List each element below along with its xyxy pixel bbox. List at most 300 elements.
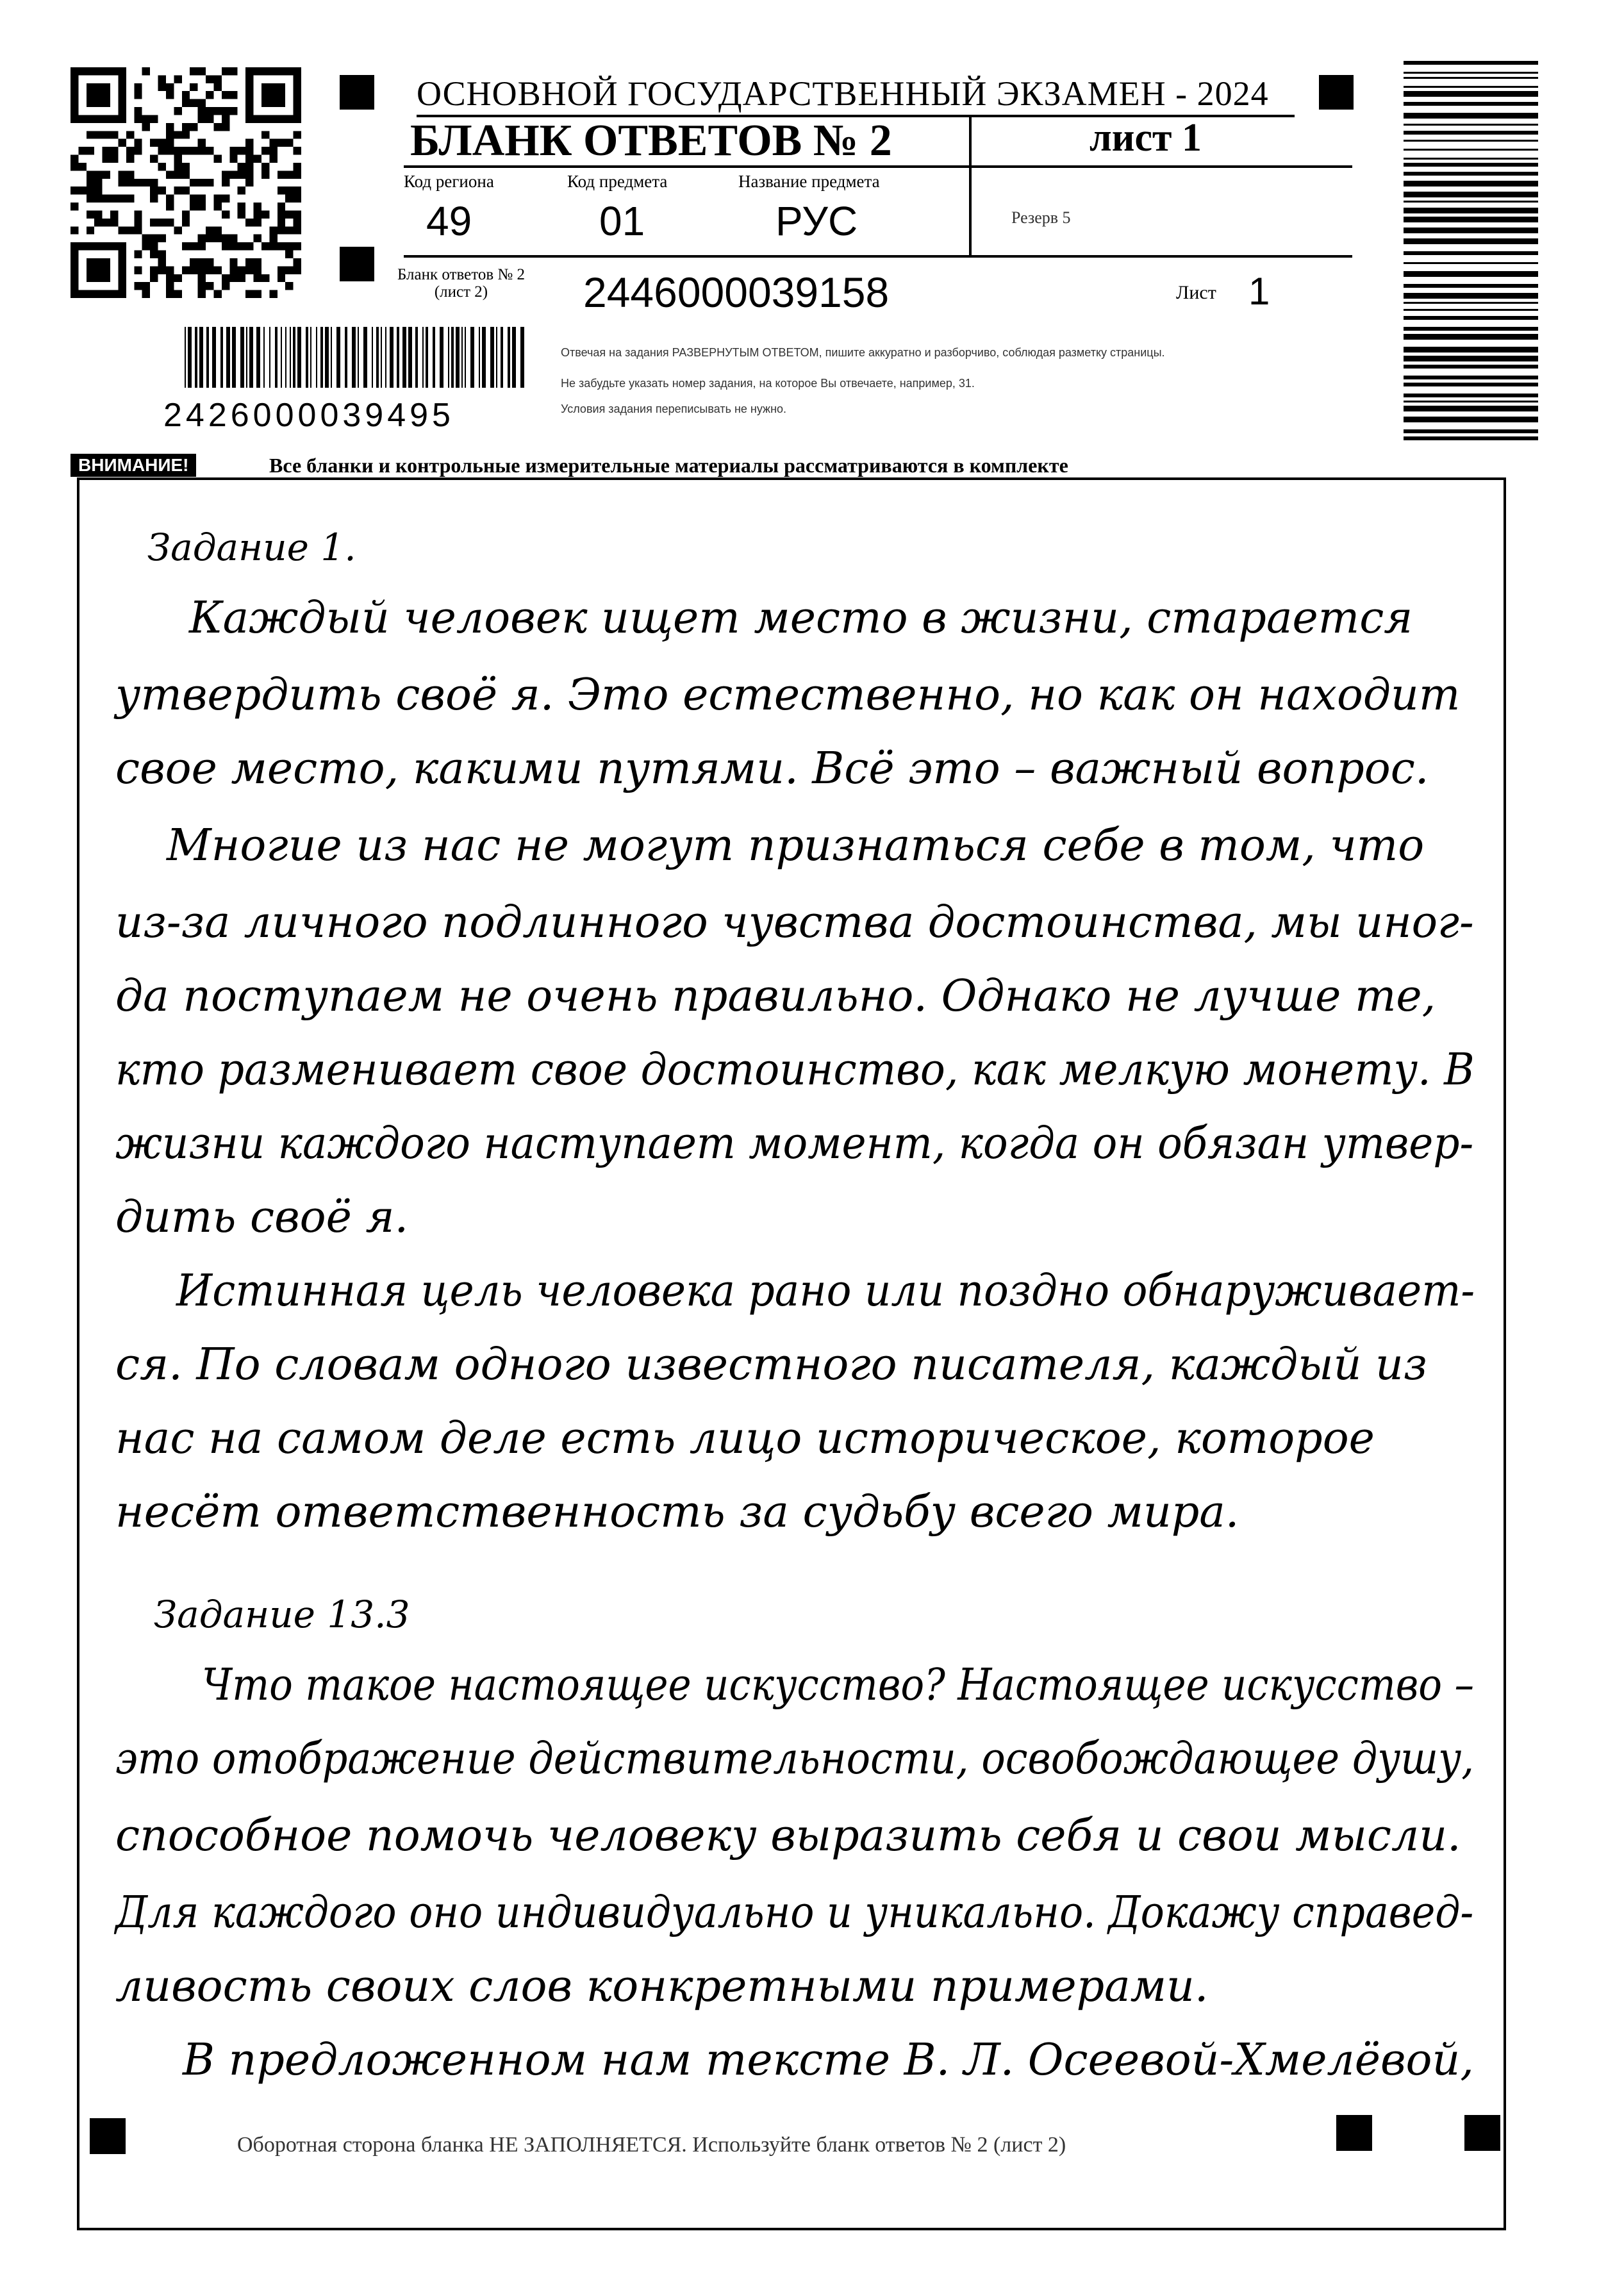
qr-module	[206, 258, 213, 266]
qr-module	[70, 163, 78, 170]
barcode-bar	[285, 327, 286, 388]
qr-module	[222, 67, 229, 75]
qr-module	[245, 163, 253, 170]
qr-module	[94, 131, 102, 138]
answer-line: несёт ответственность за судьбу всего мира.	[115, 1487, 1239, 1538]
barcode-bar	[1404, 309, 1538, 311]
answer-line: дить своё я.	[115, 1192, 409, 1243]
qr-module	[134, 251, 142, 258]
barcode-bar	[1404, 401, 1538, 402]
barcode-bar	[345, 327, 347, 388]
qr-module	[110, 131, 118, 138]
qr-module	[70, 226, 78, 234]
qr-module	[213, 123, 221, 131]
qr-module	[190, 67, 197, 75]
qr-module	[182, 170, 190, 178]
qr-module	[269, 290, 277, 298]
barcode-bar	[325, 327, 329, 388]
barcode-bar	[1404, 316, 1538, 320]
qr-module	[87, 170, 94, 178]
qr-module	[110, 219, 118, 226]
qr-module	[229, 266, 237, 274]
qr-module	[285, 251, 293, 258]
qr-module	[229, 155, 237, 163]
qr-finder	[118, 242, 126, 298]
qr-module	[174, 163, 181, 170]
qr-module	[213, 195, 221, 203]
qr-module	[182, 91, 190, 99]
barcode-bar	[390, 327, 394, 388]
qr-module	[142, 67, 150, 75]
barcode-bar	[363, 327, 367, 388]
barcode-bar	[1404, 208, 1538, 213]
barcode-bar	[310, 327, 311, 388]
reserve-label: Резерв 5	[1011, 208, 1071, 227]
qr-finder	[294, 67, 301, 123]
answer-line: Многие из нас не могут признаться себе в том, что	[167, 820, 1425, 871]
qr-module	[94, 170, 102, 178]
qr-module	[198, 203, 206, 210]
barcode-bar	[352, 327, 356, 388]
answer-line: Каждый человек ищет место в жизни, старается	[189, 593, 1413, 643]
qr-module	[103, 195, 110, 203]
qr-module	[158, 266, 166, 274]
divider	[969, 115, 972, 256]
barcode-bar	[508, 327, 510, 388]
qr-module	[278, 139, 285, 147]
qr-module	[206, 226, 213, 234]
qr-module	[150, 187, 158, 194]
qr-module	[261, 210, 269, 218]
qr-module	[166, 274, 174, 282]
qr-module	[294, 187, 301, 194]
qr-module	[285, 282, 293, 290]
divider	[404, 165, 1352, 168]
qr-module	[118, 170, 126, 178]
barcode-bar	[246, 327, 247, 388]
barcode-bar	[1404, 61, 1538, 65]
qr-module	[78, 187, 86, 194]
barcode-bar	[297, 327, 301, 388]
qr-module	[142, 290, 150, 298]
qr-module	[285, 226, 293, 234]
barcode-bar	[490, 327, 494, 388]
qr-finder	[87, 83, 110, 107]
qr-module	[134, 226, 142, 234]
barcode-bar	[512, 327, 516, 388]
qr-module	[229, 170, 237, 178]
qr-module	[254, 210, 261, 218]
qr-module	[238, 242, 245, 250]
barcode-bar	[397, 327, 399, 388]
qr-module	[229, 67, 237, 75]
qr-module	[222, 91, 229, 99]
barcode-bar	[358, 327, 359, 388]
qr-module	[245, 147, 253, 154]
barcode-bar	[293, 327, 295, 388]
barcode-bar	[240, 327, 244, 388]
qr-module	[238, 203, 245, 210]
qr-module	[206, 266, 213, 274]
qr-module	[190, 147, 197, 154]
barcode-bar	[1404, 262, 1538, 264]
barcode-bar	[1404, 86, 1538, 88]
divider	[404, 255, 1352, 258]
qr-module	[174, 170, 181, 178]
qr-module	[222, 179, 229, 187]
region-code-label: Код региона	[404, 172, 494, 191]
qr-module	[198, 235, 206, 242]
subject-code: 01	[599, 198, 645, 244]
barcode-bar	[1404, 163, 1538, 167]
qr-module	[222, 195, 229, 203]
qr-module	[285, 139, 293, 147]
qr-module	[198, 274, 206, 282]
barcode-bar	[331, 327, 332, 388]
qr-module	[103, 131, 110, 138]
qr-module	[285, 187, 293, 194]
qr-module	[238, 147, 245, 154]
qr-module	[174, 107, 181, 115]
qr-module	[142, 115, 150, 122]
barcode-bar	[1404, 181, 1538, 187]
qr-module	[134, 266, 142, 274]
barcode-bar	[226, 327, 230, 388]
qr-module	[166, 282, 174, 290]
barcode-bar	[1404, 158, 1538, 160]
qr-module	[229, 274, 237, 282]
qr-module	[285, 266, 293, 274]
barcode-bar	[1404, 417, 1538, 422]
qr-module	[190, 99, 197, 107]
registration-mark	[340, 75, 374, 110]
qr-module	[126, 147, 134, 154]
qr-code	[70, 67, 301, 298]
qr-module	[166, 91, 174, 99]
qr-finder	[70, 67, 78, 123]
barcode-bar	[1404, 394, 1538, 397]
qr-module	[261, 147, 269, 154]
barcode-bar	[320, 327, 323, 388]
qr-module	[269, 139, 277, 147]
qr-module	[254, 258, 261, 266]
qr-module	[134, 282, 142, 290]
qr-module	[278, 242, 285, 250]
qr-module	[70, 155, 78, 163]
qr-finder	[70, 242, 126, 250]
qr-module	[294, 170, 301, 178]
qr-module	[269, 235, 277, 242]
qr-finder	[261, 83, 285, 107]
barcode-bar	[263, 327, 265, 388]
barcode-bar	[376, 327, 379, 388]
barcode-bar	[496, 327, 497, 388]
qr-module	[190, 258, 197, 266]
barcode-bar	[1404, 356, 1538, 361]
qr-module	[198, 282, 206, 290]
barcode-bar	[1404, 201, 1538, 203]
qr-finder	[70, 242, 78, 298]
qr-module	[278, 274, 285, 282]
qr-module	[198, 290, 206, 298]
barcode-bar	[306, 327, 308, 388]
qr-module	[229, 235, 237, 242]
qr-module	[166, 139, 174, 147]
qr-module	[198, 258, 206, 266]
qr-module	[206, 235, 213, 242]
barcode-bar	[408, 327, 412, 388]
qr-module	[206, 75, 213, 83]
qr-module	[269, 155, 277, 163]
qr-module	[261, 242, 269, 250]
qr-module	[182, 187, 190, 194]
qr-module	[150, 266, 158, 274]
qr-module	[285, 210, 293, 218]
qr-module	[150, 274, 158, 282]
barcode-bar	[415, 327, 418, 388]
barcode-bar	[1404, 77, 1538, 79]
barcode-bar	[520, 327, 524, 388]
qr-module	[198, 179, 206, 187]
info-line-3: Условия задания переписывать не нужно.	[561, 402, 787, 415]
qr-module	[142, 242, 150, 250]
qr-module	[158, 75, 166, 83]
qr-module	[158, 219, 166, 226]
qr-module	[87, 147, 94, 154]
qr-module	[213, 107, 221, 115]
qr-module	[198, 139, 206, 147]
qr-module	[174, 147, 181, 154]
barcode-bar	[470, 327, 474, 388]
qr-module	[174, 75, 181, 83]
qr-module	[245, 170, 253, 178]
answer-line: Что такое настоящее искусство? Настоящее искусство –	[202, 1660, 1475, 1711]
barcode-bar	[1404, 228, 1538, 233]
qr-module	[150, 235, 158, 242]
qr-module	[150, 179, 158, 187]
barcode-bar	[1404, 102, 1538, 106]
qr-module	[166, 290, 174, 298]
sheet-label: Лист	[1176, 282, 1216, 303]
barcode-bar	[249, 327, 253, 388]
qr-module	[245, 155, 253, 163]
qr-module	[118, 179, 126, 187]
qr-module	[229, 258, 237, 266]
qr-module	[222, 115, 229, 122]
qr-finder	[70, 67, 126, 75]
qr-module	[238, 266, 245, 274]
barcode-bar	[316, 327, 317, 388]
barcode-bar	[1404, 91, 1538, 97]
qr-module	[150, 139, 158, 147]
qr-module	[166, 83, 174, 91]
qr-module	[222, 282, 229, 290]
answer-line: ся. По словам одного известного писателя, каждый из	[115, 1339, 1427, 1390]
qr-module	[269, 242, 277, 250]
barcode-bar	[195, 327, 197, 388]
barcode-bar	[1404, 172, 1538, 176]
qr-module	[94, 195, 102, 203]
barcode-bar	[185, 327, 186, 388]
barcode-bar	[456, 327, 460, 388]
warning-text: Все бланки и контрольные измерительные материалы рассматриваются в комплекте	[269, 454, 1068, 477]
qr-module	[238, 274, 245, 282]
qr-module	[142, 123, 150, 131]
qr-module	[222, 210, 229, 218]
barcode-bar	[501, 327, 503, 388]
barcode-bar	[1404, 365, 1538, 369]
qr-module	[198, 147, 206, 154]
barcode-bar	[256, 327, 260, 388]
barcode-bar	[372, 327, 373, 388]
barcode-bar	[440, 327, 443, 388]
qr-module	[110, 155, 118, 163]
barcode-bar	[1404, 383, 1538, 386]
barcode-bar	[385, 327, 386, 388]
qr-module	[134, 147, 142, 154]
answer-line: В предложенном нам тексте В. Л. Осеевой-Хмелёвой,	[183, 2035, 1474, 2085]
qr-module	[158, 83, 166, 91]
qr-module	[134, 115, 142, 122]
qr-module	[254, 203, 261, 210]
qr-module	[254, 290, 261, 298]
qr-finder	[70, 115, 126, 122]
qr-module	[294, 210, 301, 218]
qr-module	[182, 219, 190, 226]
barcode-bar	[1404, 192, 1538, 197]
barcode-bar	[433, 327, 435, 388]
qr-module	[190, 123, 197, 131]
qr-module	[87, 179, 94, 187]
barcode-bar	[1404, 334, 1538, 340]
qr-module	[142, 282, 150, 290]
qr-module	[182, 131, 190, 138]
qr-module	[158, 163, 166, 170]
qr-module	[134, 179, 142, 187]
barcode-bar	[1404, 149, 1538, 151]
qr-module	[254, 219, 261, 226]
qr-module	[206, 282, 213, 290]
qr-module	[245, 258, 253, 266]
qr-module	[150, 195, 158, 203]
barcode-bar	[1404, 140, 1538, 142]
qr-module	[103, 147, 110, 154]
qr-module	[278, 266, 285, 274]
barcode-bar	[1404, 284, 1538, 288]
qr-module	[158, 258, 166, 266]
barcode-bar	[1404, 113, 1538, 119]
qr-module	[126, 170, 134, 178]
qr-module	[238, 187, 245, 194]
sheet-title: лист 1	[1090, 116, 1202, 160]
subject-code-label: Код предмета	[567, 172, 668, 191]
qr-module	[150, 115, 158, 122]
answer-line: кто разменивает свое достоинство, как мелкую монету. В	[115, 1045, 1475, 1095]
barcode-bar	[199, 327, 203, 388]
qr-module	[134, 91, 142, 99]
barcode-bar	[1404, 124, 1538, 126]
barcode-bar	[1404, 217, 1538, 222]
barcode-bar	[290, 327, 291, 388]
qr-module	[70, 187, 78, 194]
qr-module	[206, 91, 213, 99]
qr-module	[294, 147, 301, 154]
qr-module	[174, 155, 181, 163]
qr-module	[182, 147, 190, 154]
qr-module	[150, 242, 158, 250]
footer-note: Оборотная сторона бланка НЕ ЗАПОЛНЯЕТСЯ. Используйте бланк ответов № 2 (лист 2)	[237, 2133, 1066, 2157]
qr-module	[285, 195, 293, 203]
side-barcode	[1404, 61, 1538, 452]
qr-module	[110, 195, 118, 203]
qr-module	[182, 163, 190, 170]
qr-finder	[245, 67, 301, 75]
qr-module	[294, 258, 301, 266]
qr-module	[261, 163, 269, 170]
qr-module	[206, 147, 213, 154]
barcode-bar	[336, 327, 340, 388]
qr-module	[166, 131, 174, 138]
barcode-bar	[1404, 406, 1538, 411]
barcode-bar	[465, 327, 466, 388]
qr-module	[198, 115, 206, 122]
task-heading: Задание 1.	[147, 526, 356, 569]
warning-badge: ВНИМАНИЕ!	[70, 454, 196, 477]
qr-module	[87, 195, 94, 203]
qr-module	[78, 163, 86, 170]
qr-module	[229, 91, 237, 99]
qr-module	[245, 266, 253, 274]
form-label-line2: (лист 2)	[434, 283, 488, 301]
qr-module	[126, 155, 134, 163]
qr-module	[206, 115, 213, 122]
qr-module	[134, 210, 142, 218]
answer-line: Для каждого оно индивидуально и уникально. Докажу справед-	[115, 1887, 1474, 1938]
qr-module	[166, 147, 174, 154]
qr-module	[190, 83, 197, 91]
qr-module	[70, 203, 78, 210]
qr-module	[245, 139, 253, 147]
barcode-bar	[1404, 436, 1538, 440]
qr-module	[278, 187, 285, 194]
qr-module	[213, 75, 221, 83]
qr-module	[150, 219, 158, 226]
sheet-number: 1	[1248, 270, 1270, 313]
barcode-bar	[1404, 72, 1538, 74]
barcode-bar	[281, 327, 282, 388]
qr-module	[278, 170, 285, 178]
barcode-bar	[1404, 347, 1538, 352]
qr-module	[158, 251, 166, 258]
qr-module	[94, 187, 102, 194]
qr-module	[158, 235, 166, 242]
qr-module	[222, 274, 229, 282]
qr-module	[190, 179, 197, 187]
qr-module	[158, 187, 166, 194]
qr-module	[182, 266, 190, 274]
qr-module	[238, 163, 245, 170]
qr-module	[166, 266, 174, 274]
qr-module	[166, 170, 174, 178]
qr-module	[110, 147, 118, 154]
qr-finder	[70, 290, 126, 298]
answer-line: утвердить своё я. Это естественно, но как он находит	[115, 670, 1461, 720]
barcode-bar	[1404, 131, 1538, 135]
barcode-number: 2426000039495	[163, 397, 454, 434]
qr-module	[278, 203, 285, 210]
qr-module	[222, 170, 229, 178]
exam-title: ОСНОВНОЙ ГОСУДАРСТВЕННЫЙ ЭКЗАМЕН - 2024	[417, 74, 1295, 117]
